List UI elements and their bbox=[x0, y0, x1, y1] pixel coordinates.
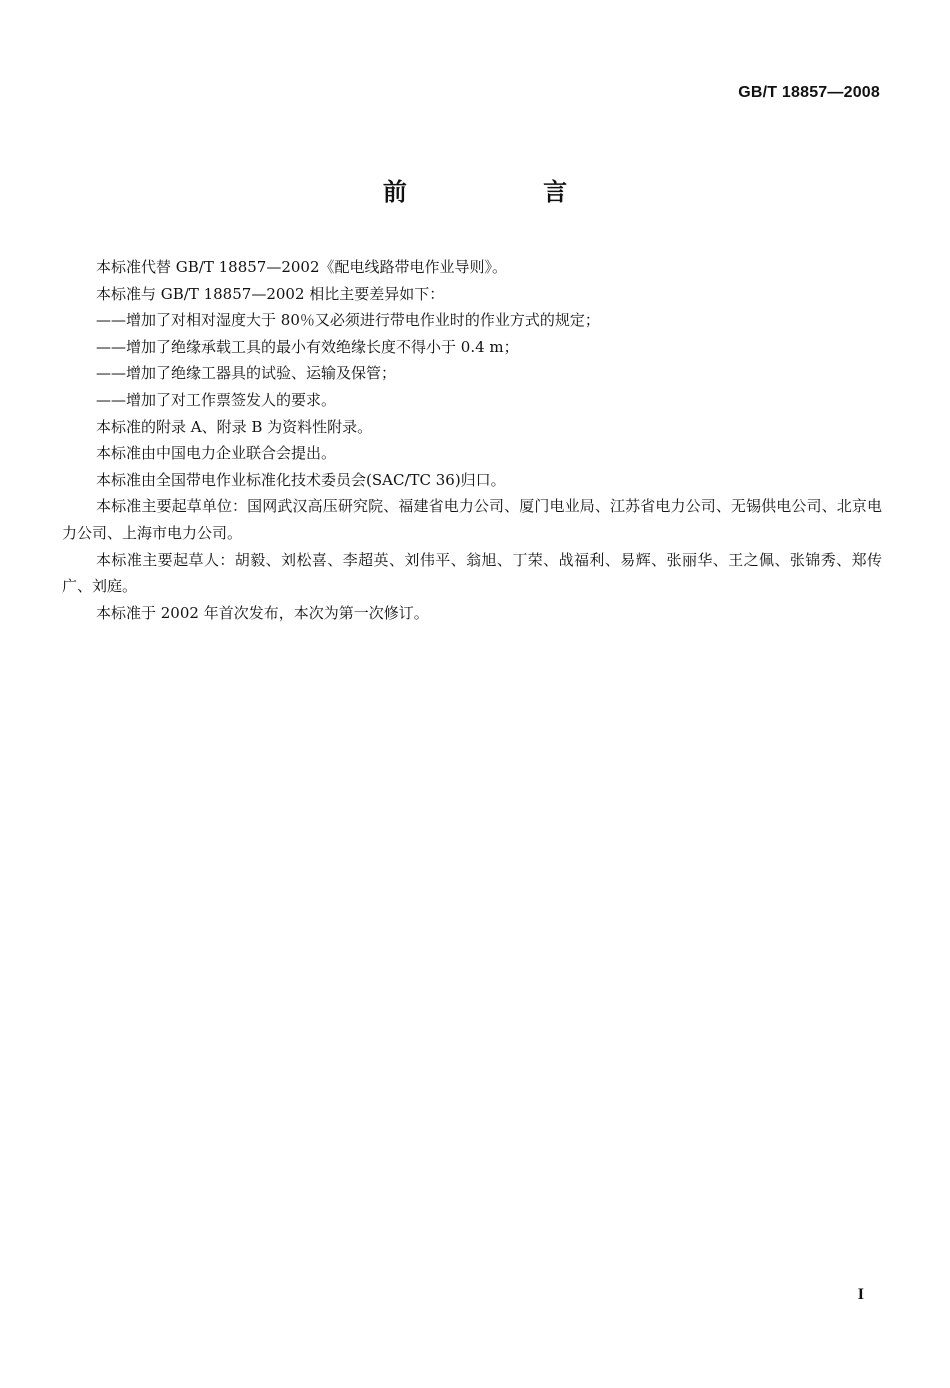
paragraph-difference-humidity: ——增加了对相对湿度大于 80％又必须进行带电作业时的作业方式的规定； bbox=[96, 311, 600, 330]
paragraph-publication-history: 本标准于 2002 年首次发布，本次为第一次修订。 bbox=[96, 603, 429, 622]
page-number: I bbox=[857, 1286, 864, 1303]
paragraph-difference-insulation-length: ——增加了绝缘承载工具的最小有效绝缘长度不得小于 0.4 m； bbox=[96, 337, 519, 356]
paragraph-drafters: 本标准主要起草人：胡毅、刘松喜、李超英、刘伟平、翁旭、丁荣、战福利、易辉、张丽华、王之佩、张锦秀、郑传广、刘庭。 bbox=[62, 550, 882, 596]
foreword-body bbox=[62, 254, 882, 626]
page-title: 前 言 bbox=[382, 178, 632, 206]
standard-code: GB/T 18857—2008 bbox=[738, 84, 880, 101]
paragraph-difference-work-ticket: ——增加了对工作票签发人的要求。 bbox=[96, 390, 337, 409]
paragraph-annexes: 本标准的附录 A、附录 B 为资料性附录。 bbox=[96, 417, 373, 436]
paragraph-differences-intro: 本标准与 GB/T 18857—2002 相比主要差异如下： bbox=[96, 284, 445, 303]
paragraph-drafting-units: 本标准主要起草单位：国网武汉高压研究院、福建省电力公司、厦门电业局、江苏省电力公司、无锡供电公司、北京电力公司、上海市电力公司。 bbox=[62, 497, 882, 542]
paragraph-replaces: 本标准代替 GB/T 18857—2002《配电线路带电作业导则》。 bbox=[96, 258, 507, 276]
paragraph-centralized-by: 本标准由全国带电作业标准化技术委员会(SAC/TC 36)归口。 bbox=[96, 470, 506, 489]
paragraph-proposed-by: 本标准由中国电力企业联合会提出。 bbox=[96, 444, 337, 463]
paragraph-difference-tools: ——增加了绝缘工器具的试验、运输及保管； bbox=[96, 364, 397, 383]
